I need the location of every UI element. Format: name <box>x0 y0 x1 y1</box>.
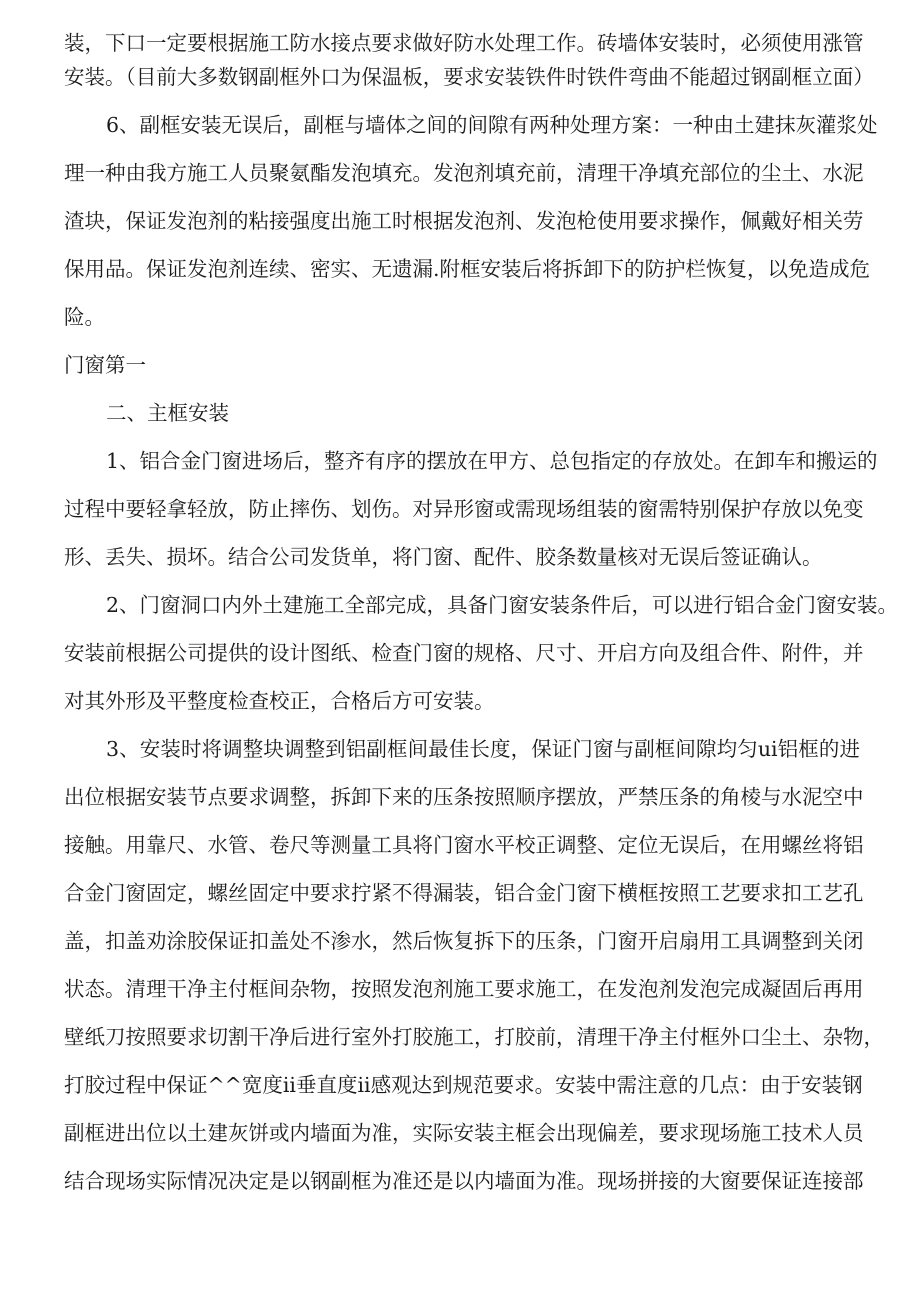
text-line: 渣块，保证发泡剂的粘接强度出施工时根据发泡剂、发泡枪使用要求操作，佩戴好相关劳 <box>64 209 864 233</box>
text-line: 合金门窗固定，螺丝固定中要求拧紧不得漏装，铝合金门窗下横框按照工艺要求扣工艺孔 <box>64 881 864 905</box>
document-page <box>64 26 899 1198</box>
text-line: 6、副框安装无误后，副框与墙体之间的间隙有两种处理方案：一种由土建抹灰灌浆处 <box>106 113 878 137</box>
text-line: 险。 <box>64 305 105 329</box>
text-line: 结合现场实际情况决定是以钢副框为准还是以内墙面为准。现场拼接的大窗要保证连接部 <box>64 1169 864 1193</box>
subsection-heading: 二、主框安装 <box>106 401 229 425</box>
text-line: 副框进出位以土建灰饼或内墙面为准，实际安装主框会出现偏差，要求现场施工技术人员 <box>64 1121 864 1145</box>
text-line: 盖，扣盖劝涂胶保证扣盖处不渗水，然后恢复拆下的压条，门窗开启扇用工具调整到关闭 <box>64 929 864 953</box>
text-line: 壁纸刀按照要求切割干净后进行室外打胶施工，打胶前，清理干净主付框外口尘土、杂物， <box>64 1025 884 1049</box>
text-line: 2、门窗洞口内外土建施工全部完成，具备门窗安装条件后，可以进行铝合金门窗安装。 <box>106 593 899 617</box>
text-line: 接触。用靠尺、水管、卷尺等测量工具将门窗水平校正调整、定位无误后，在用螺丝将铝 <box>64 833 864 857</box>
text-line: 对其外形及平整度检查校正，合格后方可安装。 <box>64 689 495 713</box>
section-heading: 门窗第一 <box>64 353 146 377</box>
text-line: 状态。清理干净主付框间杂物，按照发泡剂施工要求施工，在发泡剂发泡完成凝固后再用 <box>64 977 864 1001</box>
text-line: 理一种由我方施工人员聚氨酯发泡填充。发泡剂填充前，清理干净填充部位的尘土、水泥 <box>64 161 864 185</box>
text-line: 保用品。保证发泡剂连续、密实、无遗漏.附框安装后将拆卸下的防护栏恢复，以免造成危 <box>64 257 871 281</box>
text-line: 安装前根据公司提供的设计图纸、检查门窗的规格、尺寸、开启方向及组合件、附件，并 <box>64 641 864 665</box>
text-line: 出位根据安装节点要求调整，拆卸下来的压条按照顺序摆放，严禁压条的角棱与水泥空中 <box>64 785 864 809</box>
text-line: 过程中要轻拿轻放，防止摔伤、划伤。对异形窗或需现场组装的窗需特别保护存放以免变 <box>64 497 864 521</box>
text-line: 安装。（目前大多数钢副框外口为保温板，要求安装铁件时铁件弯曲不能超过钢副框立面） <box>64 65 874 89</box>
text-line: 打胶过程中保证^^宽度ii垂直度ii感观达到规范要求。安装中需注意的几点：由于安装钢 <box>64 1073 863 1097</box>
text-line: 形、丢失、损坏。结合公司发货单，将门窗、配件、胶条数量核对无误后签证确认。 <box>64 545 823 569</box>
text-line: 装，下口一定要根据施工防水接点要求做好防水处理工作。砖墙体安装时，必须使用涨管 <box>64 31 864 55</box>
text-line: 3、安装时将调整块调整到铝副框间最佳长度，保证门窗与副框间隙均匀ui铝框的进 <box>106 737 860 761</box>
text-line: 1、铝合金门窗进场后，整齐有序的摆放在甲方、总包指定的存放处。在卸车和搬运的 <box>106 449 878 473</box>
